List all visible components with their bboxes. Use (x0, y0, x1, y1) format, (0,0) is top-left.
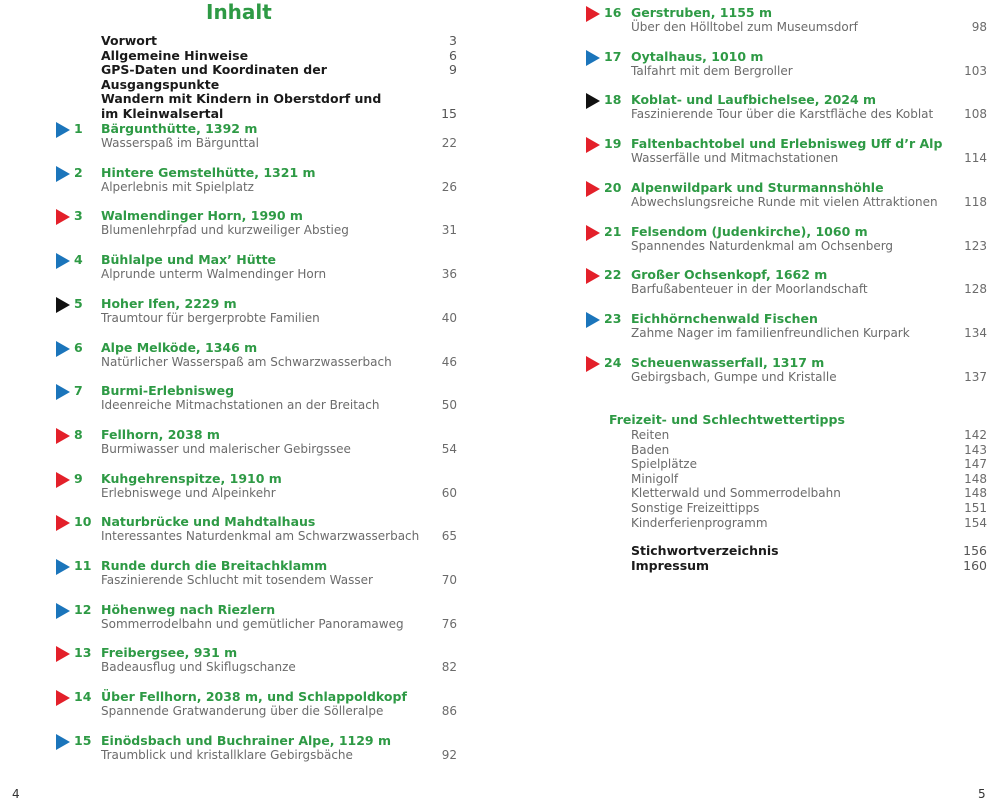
tour-number: 17 (604, 48, 622, 64)
entry-label: Allgemeine Hinweise (101, 47, 249, 63)
entry-label: Spielplätze (631, 457, 697, 472)
entry-label: Reiten (631, 428, 670, 442)
toc-tour-entry[interactable] (586, 92, 987, 124)
tour-page: 26 (441, 179, 457, 194)
entry-page: 3 (449, 33, 457, 48)
tour-page: 22 (441, 136, 457, 150)
difficulty-triangle-icon (586, 50, 600, 66)
tour-title: Eichhörnchenwald Fischen (631, 310, 818, 326)
tour-title: Kuhgehrenspitze, 1910 m (101, 470, 282, 486)
freizeit-item[interactable] (609, 443, 987, 458)
tour-number: 3 (74, 208, 83, 224)
difficulty-triangle-icon (56, 690, 70, 706)
tour-number: 24 (604, 354, 622, 370)
difficulty-triangle-icon (586, 181, 600, 197)
entry-page: 147 (964, 457, 987, 472)
tour-page: 36 (441, 267, 457, 282)
tour-page: 54 (441, 441, 457, 456)
tour-number: 1 (74, 121, 83, 136)
toc-tour-entry[interactable] (586, 180, 987, 212)
front-matter-row[interactable] (101, 49, 457, 64)
tour-page: 114 (964, 151, 987, 166)
difficulty-triangle-icon (586, 93, 600, 109)
page-number-left: 4 (12, 787, 20, 801)
page-number-right: 5 (978, 787, 986, 801)
left-page (0, 0, 500, 800)
front-matter-row[interactable] (101, 92, 457, 107)
tour-title: Alpe Melköde, 1346 m (101, 339, 258, 355)
freizeit-item[interactable] (609, 457, 987, 472)
back-matter-list (631, 543, 987, 573)
tour-title: Scheuenwasserfall, 1317 m (631, 354, 825, 370)
back-matter-row[interactable] (631, 558, 987, 573)
tour-page: 82 (441, 660, 457, 675)
tour-number: 11 (74, 558, 92, 573)
difficulty-triangle-icon (56, 515, 70, 531)
tour-page: 65 (441, 529, 457, 544)
tour-title: Hintere Gemstelhütte, 1321 m (101, 164, 316, 180)
tour-page: 60 (441, 485, 457, 500)
difficulty-triangle-icon (586, 356, 600, 372)
tour-number: 10 (74, 514, 92, 530)
tour-page: 118 (964, 194, 987, 209)
tour-number: 20 (604, 179, 622, 195)
tour-title: Einödsbach und Buchrainer Alpe, 1129 m (101, 732, 392, 748)
toc-tour-entry[interactable] (56, 296, 457, 328)
difficulty-triangle-icon (586, 6, 600, 22)
tour-subtitle: Blumenlehrpfad und kurzweiliger Abstieg (101, 223, 349, 238)
tour-number: 15 (74, 732, 92, 748)
entry-label: GPS-Daten und Koordinaten der Ausgangspunkte (101, 62, 327, 92)
tour-number: 5 (74, 295, 83, 311)
entry-label: Baden (631, 442, 670, 457)
entry-label: Stichwortverzeichnis (631, 543, 779, 558)
entry-page: 15 (441, 105, 457, 121)
tour-page: 50 (441, 398, 457, 413)
entry-label: Impressum (631, 558, 710, 573)
tour-title: Bühlalpe und Max’ Hütte (101, 252, 277, 268)
tour-number: 16 (604, 5, 622, 20)
freizeit-item[interactable] (609, 486, 987, 501)
tour-page: 137 (964, 369, 987, 384)
tour-subtitle: Alperlebnis mit Spielplatz (101, 179, 254, 194)
difficulty-triangle-icon (56, 341, 70, 357)
toc-tour-entry[interactable] (586, 355, 987, 387)
page-title: Inhalt (206, 0, 272, 24)
tour-subtitle: Wasserspaß im Bärgunttal (101, 136, 259, 150)
toc-tour-entry[interactable] (56, 121, 457, 153)
difficulty-triangle-icon (586, 137, 600, 153)
tour-title: Runde durch die Breitachklamm (101, 558, 328, 573)
toc-tour-entry[interactable] (56, 383, 457, 415)
tour-title: Naturbrücke und Mahdtalhaus (101, 514, 316, 530)
tour-subtitle: Zahme Nager im familienfreundlichen Kurpark (631, 325, 910, 340)
tour-page: 134 (964, 325, 987, 340)
entry-label: Sonstige Freizeittipps (631, 500, 760, 515)
tour-number: 21 (604, 223, 622, 239)
tour-subtitle: Über den Hölltobel zum Museumsdorf (631, 20, 858, 34)
toc-tour-entry[interactable] (56, 558, 457, 590)
tour-title: Burmi-Erlebnisweg (101, 383, 235, 399)
entry-page: 143 (964, 442, 987, 457)
difficulty-triangle-icon (586, 225, 600, 241)
toc-tour-entry[interactable] (56, 689, 457, 721)
entry-page: 148 (964, 471, 987, 486)
entry-label: Kletterwald und Sommerrodelbahn (631, 486, 841, 501)
tour-title: Faltenbachtobel und Erlebnisweg Uff d’r Alp (631, 136, 943, 152)
right-page (500, 0, 1000, 800)
difficulty-triangle-icon (56, 209, 70, 225)
entry-page: 154 (964, 515, 987, 530)
tour-subtitle: Wasserfälle und Mitmachstationen (631, 151, 839, 166)
tour-number: 22 (604, 267, 622, 283)
difficulty-triangle-icon (56, 166, 70, 182)
tour-page: 128 (964, 282, 987, 297)
entry-page: 156 (963, 543, 987, 558)
tour-subtitle: Barfußabenteuer in der Moorlandschaft (631, 282, 868, 297)
entry-label: im Kleinwalsertal (101, 105, 224, 121)
freizeit-list (609, 428, 987, 530)
difficulty-triangle-icon (56, 384, 70, 400)
tour-subtitle: Sommerrodelbahn und gemütlicher Panoramaweg (101, 616, 404, 631)
toc-tour-entry[interactable] (56, 733, 457, 765)
tour-title: Freibergsee, 931 m (101, 645, 238, 661)
tour-page: 92 (441, 747, 457, 762)
freizeit-section (609, 412, 987, 530)
entry-label: Minigolf (631, 471, 679, 486)
difficulty-triangle-icon (586, 268, 600, 284)
toc-tour-entry[interactable] (56, 208, 457, 240)
entry-page: 142 (964, 428, 987, 442)
tour-page: 40 (441, 310, 457, 325)
difficulty-triangle-icon (56, 559, 70, 575)
toc-tour-entry[interactable] (586, 224, 987, 256)
freizeit-item[interactable] (609, 472, 987, 487)
front-matter-row[interactable] (101, 107, 457, 122)
tour-number: 9 (74, 470, 83, 486)
entry-page: 160 (963, 558, 987, 573)
toc-tour-entry[interactable] (56, 427, 457, 459)
toc-tour-entry[interactable] (586, 267, 987, 299)
tour-title: Walmendinger Horn, 1990 m (101, 208, 303, 224)
toc-tour-entry[interactable] (586, 49, 987, 81)
tour-title: Felsendom (Judenkirche), 1060 m (631, 223, 868, 239)
difficulty-triangle-icon (56, 603, 70, 619)
tour-number: 8 (74, 426, 83, 442)
tour-subtitle: Erlebniswege und Alpeinkehr (101, 485, 276, 500)
toc-tour-entry[interactable] (56, 645, 457, 677)
front-matter-row[interactable] (101, 34, 457, 49)
difficulty-triangle-icon (56, 734, 70, 750)
tour-page: 123 (964, 238, 987, 253)
tour-subtitle: Interessantes Naturdenkmal am Schwarzwasserbach (101, 529, 420, 544)
difficulty-triangle-icon (56, 428, 70, 444)
tour-title: Alpenwildpark und Sturmannshöhle (631, 179, 884, 195)
tour-number: 4 (74, 252, 83, 268)
back-matter-row[interactable] (631, 543, 987, 558)
front-matter-row[interactable] (101, 63, 457, 92)
tour-subtitle: Ideenreiche Mitmachstationen an der Breitach (101, 398, 380, 413)
tour-subtitle: Gebirgsbach, Gumpe und Kristalle (631, 369, 837, 384)
tour-title: Über Fellhorn, 2038 m, und Schlappoldkopf (101, 689, 407, 705)
tour-subtitle: Spannende Gratwanderung über die Sölleralpe (101, 704, 384, 719)
tour-subtitle: Abwechslungsreiche Runde mit vielen Attraktionen (631, 194, 938, 209)
tour-number: 23 (604, 310, 622, 326)
entry-page: 9 (449, 62, 457, 78)
freizeit-heading: Freizeit- und Schlechtwettertipps (609, 412, 845, 427)
toc-tour-entry[interactable] (586, 311, 987, 343)
tour-page: 103 (964, 63, 987, 78)
tour-number: 2 (74, 164, 83, 180)
entry-page: 148 (964, 486, 987, 501)
tour-number: 18 (604, 92, 622, 108)
difficulty-triangle-icon (56, 253, 70, 269)
tour-number: 6 (74, 339, 83, 355)
tour-number: 19 (604, 136, 622, 152)
toc-tour-entry[interactable] (56, 471, 457, 503)
tour-title: Oytalhaus, 1010 m (631, 48, 764, 64)
entry-label: Vorwort (101, 33, 158, 48)
tour-subtitle: Traumblick und kristallklare Gebirgsbäche (101, 747, 353, 762)
tour-subtitle: Faszinierende Tour über die Karstfläche des Koblat (631, 107, 934, 122)
tour-page: 108 (964, 107, 987, 122)
tour-title: Großer Ochsenkopf, 1662 m (631, 267, 828, 283)
tour-subtitle: Alprunde unterm Walmendinger Horn (101, 267, 327, 282)
tour-page: 70 (441, 573, 457, 587)
tour-subtitle: Faszinierende Schlucht mit tosendem Wasser (101, 573, 373, 587)
difficulty-triangle-icon (56, 297, 70, 313)
toc-tour-entry[interactable] (56, 165, 457, 197)
tour-page: 31 (441, 223, 457, 238)
toc-tour-entry[interactable] (56, 340, 457, 372)
tour-title: Koblat- und Laufbichelsee, 2024 m (631, 92, 877, 108)
tour-page: 46 (441, 354, 457, 369)
entry-label: Wandern mit Kindern in Oberstdorf und (101, 91, 382, 107)
tour-title: Gerstruben, 1155 m (631, 5, 772, 20)
tour-page: 98 (971, 20, 987, 34)
difficulty-triangle-icon (56, 122, 70, 138)
entry-page: 151 (964, 500, 987, 515)
freizeit-item[interactable] (609, 516, 987, 531)
difficulty-triangle-icon (586, 312, 600, 328)
tour-number: 13 (74, 645, 92, 661)
tour-subtitle: Traumtour für bergerprobte Familien (101, 310, 320, 325)
difficulty-triangle-icon (56, 472, 70, 488)
toc-tour-entry[interactable] (56, 514, 457, 546)
entry-page: 6 (449, 47, 457, 63)
tour-subtitle: Badeausflug und Skiflugschanze (101, 660, 296, 675)
toc-tour-entry[interactable] (56, 252, 457, 284)
tour-subtitle: Burmiwasser und malerischer Gebirgssee (101, 441, 351, 456)
tour-page: 86 (441, 704, 457, 719)
tour-subtitle: Natürlicher Wasserspaß am Schwarzwasserbach (101, 354, 392, 369)
freizeit-item[interactable] (609, 428, 987, 443)
entry-label: Kinderferienprogramm (631, 515, 768, 530)
freizeit-item[interactable] (609, 501, 987, 516)
tour-number: 12 (74, 601, 92, 617)
difficulty-triangle-icon (56, 646, 70, 662)
tour-subtitle: Talfahrt mit dem Bergroller (631, 63, 793, 78)
front-matter-list (101, 34, 457, 122)
tour-page: 76 (441, 616, 457, 631)
toc-tour-entry[interactable] (586, 136, 987, 168)
toc-tour-entry[interactable] (56, 602, 457, 634)
tour-title: Höhenweg nach Riezlern (101, 601, 276, 617)
tour-subtitle: Spannendes Naturdenkmal am Ochsenberg (631, 238, 894, 253)
tour-title: Fellhorn, 2038 m (101, 426, 220, 442)
toc-tour-entry[interactable] (586, 5, 987, 37)
tour-number: 14 (74, 689, 92, 705)
tour-title: Bärgunthütte, 1392 m (101, 121, 258, 136)
tour-title: Hoher Ifen, 2229 m (101, 295, 237, 311)
tour-number: 7 (74, 383, 83, 399)
